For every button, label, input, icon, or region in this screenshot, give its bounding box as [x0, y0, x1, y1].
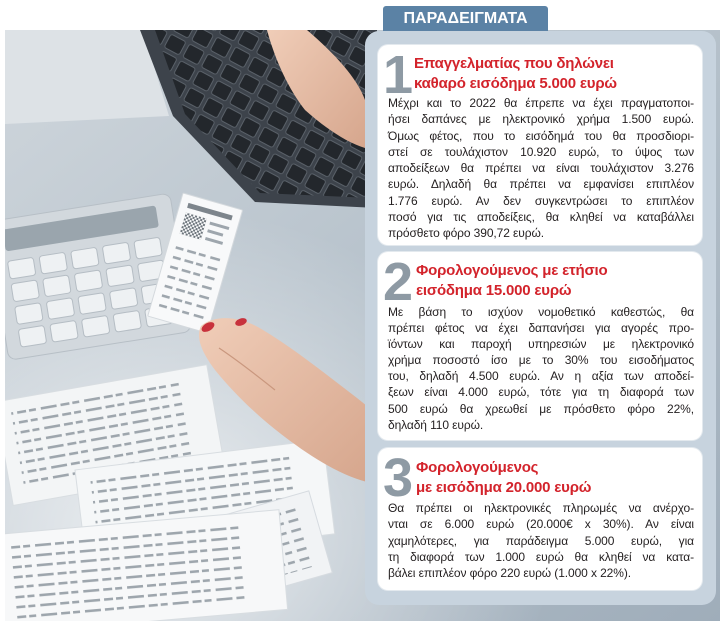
body-line: βάλει επιπλέον φόρο 220 ευρώ (1.000 x 22%).: [388, 566, 631, 581]
body-line: 500 ευρώ θα χρεωθεί με πρόσθετο φόρο 22%,: [388, 401, 694, 416]
body-line: Μέχρι και το 2022 θα έπρεπε να έχει πραγματοποι-: [388, 96, 694, 110]
example-number: 2: [383, 252, 414, 312]
body-line: χρήμα ποσοστό ίσο με το 30% του εισοδήματος: [388, 353, 694, 368]
body-line: δηλαδή 110 ευρώ.: [388, 417, 484, 432]
example-title: [416, 458, 591, 498]
example-body: [388, 500, 694, 581]
body-line: νται σε 6.000 ευρώ (20.000€ x 30%). Αν είναι: [388, 517, 694, 532]
section-header-tab: ΠΑΡΑΔΕΙΓΜΑΤΑ: [383, 6, 548, 31]
body-line: 1.776 ευρώ. Αν δεν συγκεντρώσει το επιπλέον: [388, 193, 694, 208]
body-line: τη διαφορά των 1.000 ευρώ θα κληθεί να κατα-: [388, 549, 694, 564]
example-box-3: [378, 448, 702, 590]
body-line: Θα πρέπει οι ηλεκτρονικές πληρωμές να ανέρχο-: [388, 501, 694, 515]
example-title: [414, 54, 617, 94]
body-line: Με βάση το ισχύον νομοθετικό καθεστώς, θα: [388, 305, 694, 319]
body-line: στεί σε τουλάχιστον 10.920 ευρώ, το ύψος των: [388, 144, 694, 159]
title-line: Φορολογούμενος με ετήσιο: [416, 262, 608, 279]
example-body: [388, 304, 694, 433]
desk-surface: [5, 30, 169, 124]
body-line: ξεων είναι 4.000 ευρώ, τότε για τη διαφορά των: [388, 385, 694, 400]
body-line: πρόσθετο φόρο 390,72 ευρώ.: [388, 226, 544, 240]
title-line: με εισόδημα 20.000 ευρώ: [416, 479, 592, 496]
body-line: αποδείξεων θα πρέπει να είναι τουλάχιστον 3.276: [388, 161, 694, 175]
example-number: 1: [383, 45, 414, 105]
body-line: ευρώ. Δηλαδή θα πρέπει να εμφανίσει επιπλέον: [388, 177, 694, 192]
body-line: πρέπει φέτος να έχει δαπανήσει για αγορές προ-: [388, 321, 694, 336]
body-line: ήσει δαπάνες με ηλεκτρονικό χρήμα 1.500 ευρώ.: [388, 112, 694, 127]
example-box-1: [378, 45, 702, 245]
title-line: καθαρό εισόδημα 5.000 ευρώ: [414, 75, 617, 92]
body-line: ϊόντων και παροχή υπηρεσιών με ηλεκτρονικό: [388, 337, 694, 352]
body-line: ποσό για τις αποδείξεις, θα κληθεί να καταβάλλει: [388, 209, 694, 224]
example-body: [388, 95, 694, 241]
body-line: Όμως φέτος, που το εισόδημά του θα προσδιορι-: [388, 128, 694, 143]
example-box-2: [378, 252, 702, 440]
body-line: του, δηλαδή 4.500 ευρώ. Αν η αξία των αποδεί-: [388, 369, 694, 384]
example-number: 3: [383, 448, 414, 508]
body-line: χαμηλότερες, για παράδειγμα 5.000 ευρώ, για: [388, 533, 694, 548]
title-line: εισόδημα 15.000 ευρώ: [416, 282, 572, 299]
title-line: Φορολογούμενος: [416, 459, 539, 476]
example-title: [416, 261, 607, 301]
title-line: Επαγγελματίας που δηλώνει: [414, 55, 614, 72]
